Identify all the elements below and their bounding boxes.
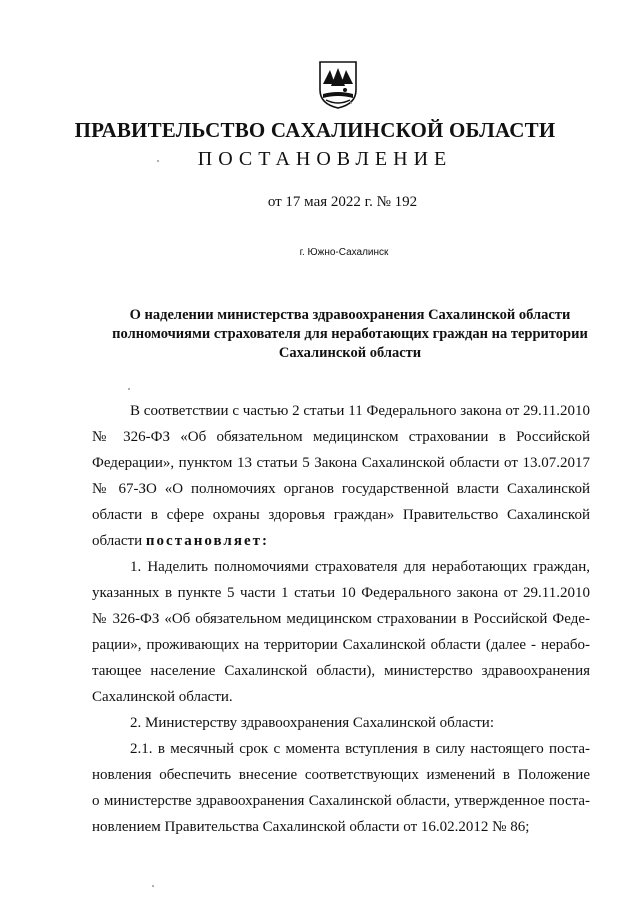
item2-1-line: 2.1. в месячный срок с момента вступления в силу настоящего поста-	[130, 741, 590, 757]
item1-line: № 326-ФЗ «Об обязательном медицинском страховании в Российской Феде-	[92, 611, 590, 627]
preamble-line: № 326-ФЗ «Об обязательном медицинском страховании в Российской	[92, 429, 590, 445]
decree-heading: ПОСТАНОВЛЕНИЕ	[197, 148, 453, 170]
item2-1-line: о министерстве здравоохранения Сахалинской области, утвержденное поста-	[92, 793, 590, 809]
item1-line: 1. Наделить полномочиями страхователя для неработающих граждан,	[130, 559, 590, 575]
item1-line: тающее население Сахалинской области), министерство здравоохранения	[92, 663, 590, 679]
scan-speck	[157, 160, 159, 162]
title-line: полномочиями страхователя для неработающих граждан на территории	[112, 326, 588, 342]
decree-title	[90, 306, 610, 363]
item2-line: 2. Министерству здравоохранения Сахалинской области:	[130, 715, 494, 731]
government-name: ПРАВИТЕЛЬСТВО САХАЛИНСКОЙ ОБЛАСТИ	[74, 118, 556, 142]
item2-1-line: новлением Правительства Сахалинской области от 16.02.2012 № 86;	[92, 819, 530, 835]
item1-line: рации», проживающих на территории Сахалинской области (далее - нерабо-	[92, 637, 590, 653]
decides-word: постановляет:	[145, 533, 269, 549]
decree-date-number: от 17 мая 2022 г. № 192	[267, 194, 418, 210]
scan-speck	[350, 102, 352, 104]
preamble-line: Федерации», пунктом 13 статьи 5 Закона Сахалинской области от 13.07.2017	[92, 455, 590, 471]
preamble-line: В соответствии с частью 2 статьи 11 Федерального закона от 29.11.2010	[130, 403, 590, 419]
city-name: г. Южно-Сахалинск	[299, 247, 389, 258]
title-line: О наделении министерства здравоохранения Сахалинской области	[129, 307, 571, 323]
sakhalin-coat-of-arms-icon	[318, 60, 358, 110]
decree-body	[92, 398, 590, 840]
preamble-end-text: области	[92, 533, 146, 549]
preamble-line: области в сфере охраны здоровья граждан» Правительство Сахалинской	[92, 507, 590, 523]
item1-line: Сахалинской области.	[92, 689, 233, 705]
title-line: Сахалинской области	[278, 345, 422, 361]
scan-speck	[128, 388, 130, 390]
preamble-last-line	[92, 528, 590, 554]
preamble-line: № 67-ЗО «О полномочиях органов государственной власти Сахалинской	[92, 481, 590, 497]
item2-1-line: новления обеспечить внесение соответствующих изменений в Положение	[92, 767, 590, 783]
item1-line: указанных в пункте 5 части 1 статьи 10 Федерального закона от 29.11.2010	[92, 585, 590, 601]
scan-speck	[152, 885, 154, 887]
